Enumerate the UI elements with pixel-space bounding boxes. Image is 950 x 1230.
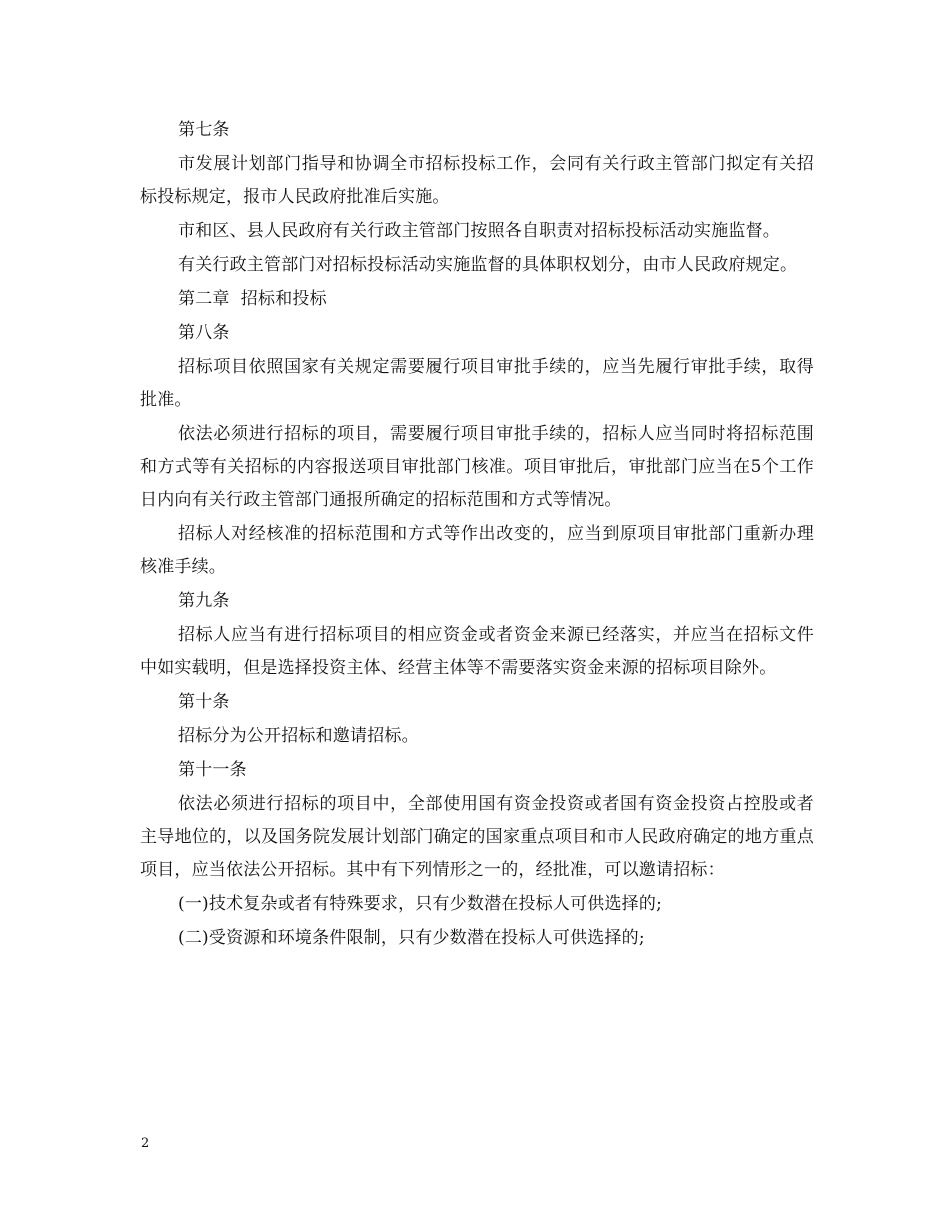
article-heading: 第七条 — [178, 120, 230, 140]
paragraph: 依法必须进行招标的项目，需要履行项目审批手续的，招标人应当同时将招标范围和方式等有关招标的内容报送项目审批部门核准。项目审批后，审批部门应当在5个工作日内向有关行政主管部门通报所确定的招标范围和方式等情况。 — [140, 424, 814, 510]
article-heading: 第八条 — [178, 323, 230, 343]
paragraph: 招标项目依照国家有关规定需要履行项目审批手续的，应当先履行审批手续，取得批准。 — [140, 357, 814, 410]
paragraph: 招标分为公开招标和邀请招标。 — [178, 726, 419, 746]
paragraph: 市和区、县人民政府有关行政主管部门按照各自职责对招标投标活动实施监督。 — [178, 221, 780, 241]
paragraph: 市发展计划部门指导和协调全市招标投标工作，会同有关行政主管部门拟定有关招标投标规定，报市人民政府批准后实施。 — [140, 154, 814, 207]
paragraph: 招标人对经核准的招标范围和方式等作出改变的，应当到原项目审批部门重新办理核准手续。 — [140, 524, 814, 577]
article-heading: 第十一条 — [178, 760, 247, 780]
paragraph: 招标人应当有进行招标项目的相应资金或者资金来源已经落实，并应当在招标文件中如实载明，但是选择投资主体、经营主体等不需要落实资金来源的招标项目除外。 — [140, 625, 814, 678]
page-number: 2 — [141, 1136, 150, 1151]
article-heading: 第十条 — [178, 692, 230, 712]
chapter-heading: 第二章 招标和投标 — [178, 289, 327, 309]
paragraph: 依法必须进行招标的项目中，全部使用国有资金投资或者国有资金投资占控股或者主导地位的，以及国务院发展计划部门确定的国家重点项目和市人民政府确定的地方重点项目，应当依法公开招标。其中有下列情形之一的，经批准，可以邀请招标： — [140, 794, 814, 880]
article-heading: 第九条 — [178, 591, 230, 611]
paragraph: 有关行政主管部门对招标投标活动实施监督的具体职权划分，由市人民政府规定。 — [178, 255, 798, 275]
document-body — [140, 114, 814, 956]
list-item: (二)受资源和环境条件限制，只有少数潜在投标人可供选择的; — [178, 928, 645, 948]
list-item: (一)技术复杂或者有特殊要求，只有少数潜在投标人可供选择的; — [178, 894, 662, 914]
